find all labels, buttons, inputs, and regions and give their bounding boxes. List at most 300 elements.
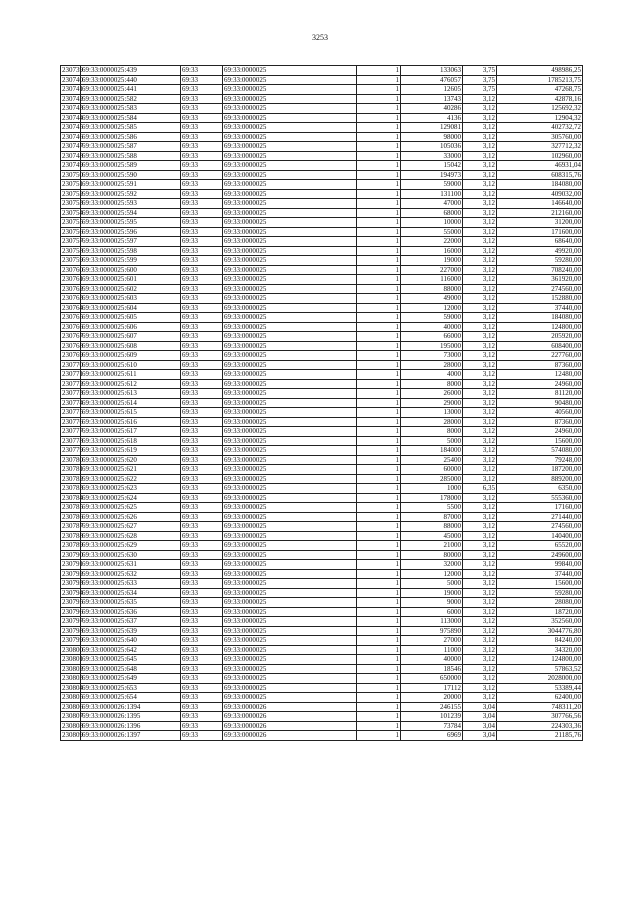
count-cell: 1 bbox=[357, 731, 401, 741]
count-cell: 1 bbox=[357, 208, 401, 218]
table-row bbox=[61, 189, 583, 199]
table-row bbox=[61, 465, 583, 475]
region-code-cell: 69:33 bbox=[181, 512, 223, 522]
area-cell: 476057 bbox=[401, 75, 463, 85]
region-code-cell: 69:33 bbox=[181, 104, 223, 114]
area-cell: 25400 bbox=[401, 455, 463, 465]
region-code-cell: 69:33 bbox=[181, 303, 223, 313]
region-code-cell: 69:33 bbox=[181, 161, 223, 171]
row-number-cell: 230759 bbox=[62, 256, 83, 265]
cadastral-number-cell: 69:33:0000025:593 bbox=[81, 199, 181, 209]
count-cell: 1 bbox=[357, 303, 401, 313]
value-cell: 274560,00 bbox=[497, 284, 583, 294]
cadastral-number-cell: 69:33:0000025:582 bbox=[81, 94, 181, 104]
cadastral-number-cell: 69:33:0000025:584 bbox=[81, 113, 181, 123]
row-number-cell: 230751 bbox=[62, 180, 83, 189]
count-cell: 1 bbox=[357, 132, 401, 142]
count-cell: 1 bbox=[357, 104, 401, 114]
area-cell: 22000 bbox=[401, 237, 463, 247]
area-cell: 9000 bbox=[401, 598, 463, 608]
cadastral-number-cell: 69:33:0000025:649 bbox=[81, 674, 181, 684]
region-code-cell: 69:33 bbox=[181, 265, 223, 275]
rate-cell: 3,12 bbox=[463, 655, 497, 665]
row-number-cell: 230784 bbox=[62, 493, 83, 502]
row-number-cell: 230743 bbox=[62, 104, 83, 113]
cadastral-number-cell: 69:33:0000025:628 bbox=[81, 531, 181, 541]
area-cell: 68000 bbox=[401, 208, 463, 218]
region-code-cell: 69:33 bbox=[181, 294, 223, 304]
cadastral-quarter-cell: 69:33:0000025 bbox=[223, 104, 357, 114]
rate-cell: 3,12 bbox=[463, 607, 497, 617]
count-cell: 1 bbox=[357, 579, 401, 589]
cadastral-number-cell: 69:33:0000026:1397 bbox=[81, 731, 181, 741]
area-cell: 8000 bbox=[401, 379, 463, 389]
area-cell: 16000 bbox=[401, 246, 463, 256]
count-cell: 1 bbox=[357, 693, 401, 703]
count-cell: 1 bbox=[357, 645, 401, 655]
value-cell: 62400,00 bbox=[497, 693, 583, 703]
rate-cell: 3,12 bbox=[463, 341, 497, 351]
value-cell: 125692,32 bbox=[497, 104, 583, 114]
region-code-cell: 69:33 bbox=[181, 436, 223, 446]
count-cell: 1 bbox=[357, 455, 401, 465]
cadastral-number-cell: 69:33:0000025:622 bbox=[81, 474, 181, 484]
cadastral-number-cell: 69:33:0000025:616 bbox=[81, 417, 181, 427]
row-number-cell: 230808 bbox=[62, 721, 83, 730]
count-cell: 1 bbox=[357, 465, 401, 475]
region-code-cell: 69:33 bbox=[181, 370, 223, 380]
area-cell: 66000 bbox=[401, 332, 463, 342]
table-row bbox=[61, 322, 583, 332]
table-row bbox=[61, 284, 583, 294]
cadastral-quarter-cell: 69:33:0000026 bbox=[223, 721, 357, 731]
area-cell: 73000 bbox=[401, 351, 463, 361]
region-code-cell: 69:33 bbox=[181, 66, 223, 76]
region-code-cell: 69:33 bbox=[181, 256, 223, 266]
cadastral-quarter-cell: 69:33:0000025 bbox=[223, 683, 357, 693]
cadastral-quarter-cell: 69:33:0000025 bbox=[223, 607, 357, 617]
region-code-cell: 69:33 bbox=[181, 94, 223, 104]
cadastral-number-cell: 69:33:0000025:596 bbox=[81, 227, 181, 237]
rate-cell: 3,12 bbox=[463, 180, 497, 190]
value-cell: 65520,00 bbox=[497, 541, 583, 551]
row-number-cell: 230744 bbox=[62, 113, 83, 122]
table-row bbox=[61, 712, 583, 722]
value-cell: 140400,00 bbox=[497, 531, 583, 541]
table-row bbox=[61, 664, 583, 674]
area-cell: 13000 bbox=[401, 408, 463, 418]
count-cell: 1 bbox=[357, 370, 401, 380]
row-number-cell: 230739 bbox=[62, 66, 83, 75]
value-cell: 249600,00 bbox=[497, 550, 583, 560]
value-cell: 224303,36 bbox=[497, 721, 583, 731]
region-code-cell: 69:33 bbox=[181, 180, 223, 190]
value-cell: 59280,00 bbox=[497, 256, 583, 266]
count-cell: 1 bbox=[357, 436, 401, 446]
row-number-cell: 230802 bbox=[62, 664, 83, 673]
region-code-cell: 69:33 bbox=[181, 531, 223, 541]
rate-cell: 3,12 bbox=[463, 569, 497, 579]
count-cell: 1 bbox=[357, 161, 401, 171]
row-number-cell: 230749 bbox=[62, 161, 83, 170]
cadastral-number-cell: 69:33:0000025:654 bbox=[81, 693, 181, 703]
cadastral-quarter-cell: 69:33:0000025 bbox=[223, 588, 357, 598]
area-cell: 650000 bbox=[401, 674, 463, 684]
value-cell: 574080,00 bbox=[497, 446, 583, 456]
region-code-cell: 69:33 bbox=[181, 598, 223, 608]
rate-cell: 3,12 bbox=[463, 417, 497, 427]
cadastral-quarter-cell: 69:33:0000025 bbox=[223, 541, 357, 551]
cadastral-quarter-cell: 69:33:0000025 bbox=[223, 550, 357, 560]
cadastral-quarter-cell: 69:33:0000025 bbox=[223, 617, 357, 627]
count-cell: 1 bbox=[357, 170, 401, 180]
cadastral-quarter-cell: 69:33:0000025 bbox=[223, 85, 357, 95]
region-code-cell: 69:33 bbox=[181, 465, 223, 475]
cadastral-number-cell: 69:33:0000025:591 bbox=[81, 180, 181, 190]
row-number-cell: 230789 bbox=[62, 541, 83, 550]
value-cell: 171600,00 bbox=[497, 227, 583, 237]
cadastral-number-cell: 69:33:0000025:615 bbox=[81, 408, 181, 418]
count-cell: 1 bbox=[357, 484, 401, 494]
row-number-cell: 230746 bbox=[62, 132, 83, 141]
cadastral-quarter-cell: 69:33:0000025 bbox=[223, 664, 357, 674]
value-cell: 274560,00 bbox=[497, 522, 583, 532]
cadastral-number-cell: 69:33:0000025:603 bbox=[81, 294, 181, 304]
area-cell: 8000 bbox=[401, 427, 463, 437]
cadastral-number-cell: 69:33:0000025:595 bbox=[81, 218, 181, 228]
cadastral-number-cell: 69:33:0000025:440 bbox=[81, 75, 181, 85]
region-code-cell: 69:33 bbox=[181, 607, 223, 617]
rate-cell: 3,12 bbox=[463, 579, 497, 589]
area-cell: 59000 bbox=[401, 313, 463, 323]
table-row bbox=[61, 104, 583, 114]
rate-cell: 3,12 bbox=[463, 436, 497, 446]
area-cell: 6969 bbox=[401, 731, 463, 741]
value-cell: 24960,00 bbox=[497, 427, 583, 437]
cadastral-quarter-cell: 69:33:0000025 bbox=[223, 503, 357, 513]
count-cell: 1 bbox=[357, 702, 401, 712]
cadastral-quarter-cell: 69:33:0000026 bbox=[223, 712, 357, 722]
row-number-cell: 230790 bbox=[62, 550, 83, 559]
region-code-cell: 69:33 bbox=[181, 313, 223, 323]
cadastral-number-cell: 69:33:0000025:630 bbox=[81, 550, 181, 560]
area-cell: 101239 bbox=[401, 712, 463, 722]
value-cell: 187200,00 bbox=[497, 465, 583, 475]
cadastral-number-cell: 69:33:0000025:439 bbox=[81, 66, 181, 76]
cadastral-number-cell: 69:33:0000025:611 bbox=[81, 370, 181, 380]
value-cell: 6350,00 bbox=[497, 484, 583, 494]
row-number-cell: 230762 bbox=[62, 284, 83, 293]
table-row bbox=[61, 446, 583, 456]
region-code-cell: 69:33 bbox=[181, 617, 223, 627]
table-row bbox=[61, 275, 583, 285]
count-cell: 1 bbox=[357, 151, 401, 161]
row-number-cell: 230757 bbox=[62, 237, 83, 246]
row-number-cell: 230795 bbox=[62, 598, 83, 607]
region-code-cell: 69:33 bbox=[181, 170, 223, 180]
cadastral-quarter-cell: 69:33:0000025 bbox=[223, 113, 357, 123]
cadastral-quarter-cell: 69:33:0000025 bbox=[223, 284, 357, 294]
region-code-cell: 69:33 bbox=[181, 417, 223, 427]
area-cell: 20000 bbox=[401, 693, 463, 703]
count-cell: 1 bbox=[357, 474, 401, 484]
count-cell: 1 bbox=[357, 189, 401, 199]
table-row bbox=[61, 493, 583, 503]
count-cell: 1 bbox=[357, 512, 401, 522]
count-cell: 1 bbox=[357, 218, 401, 228]
cadastral-quarter-cell: 69:33:0000025 bbox=[223, 132, 357, 142]
row-number-cell: 230754 bbox=[62, 208, 83, 217]
row-number-cell: 230782 bbox=[62, 474, 83, 483]
row-number-cell: 230785 bbox=[62, 503, 83, 512]
rate-cell: 3,12 bbox=[463, 512, 497, 522]
cadastral-number-cell: 69:33:0000025:608 bbox=[81, 341, 181, 351]
count-cell: 1 bbox=[357, 246, 401, 256]
region-code-cell: 69:33 bbox=[181, 493, 223, 503]
table-row bbox=[61, 607, 583, 617]
rate-cell: 3,12 bbox=[463, 142, 497, 152]
cadastral-quarter-cell: 69:33:0000025 bbox=[223, 655, 357, 665]
area-cell: 5000 bbox=[401, 436, 463, 446]
rate-cell: 3,12 bbox=[463, 370, 497, 380]
cadastral-quarter-cell: 69:33:0000025 bbox=[223, 208, 357, 218]
value-cell: 99840,00 bbox=[497, 560, 583, 570]
cadastral-quarter-cell: 69:33:0000025 bbox=[223, 94, 357, 104]
rate-cell: 3,12 bbox=[463, 322, 497, 332]
area-cell: 55000 bbox=[401, 227, 463, 237]
rate-cell: 3,12 bbox=[463, 398, 497, 408]
rate-cell: 3,12 bbox=[463, 446, 497, 456]
table-row bbox=[61, 531, 583, 541]
cadastral-quarter-cell: 69:33:0000025 bbox=[223, 294, 357, 304]
region-code-cell: 69:33 bbox=[181, 474, 223, 484]
area-cell: 246155 bbox=[401, 702, 463, 712]
region-code-cell: 69:33 bbox=[181, 579, 223, 589]
rate-cell: 3,12 bbox=[463, 474, 497, 484]
count-cell: 1 bbox=[357, 636, 401, 646]
cadastral-number-cell: 69:33:0000025:637 bbox=[81, 617, 181, 627]
cadastral-quarter-cell: 69:33:0000025 bbox=[223, 560, 357, 570]
count-cell: 1 bbox=[357, 655, 401, 665]
cadastral-quarter-cell: 69:33:0000025 bbox=[223, 265, 357, 275]
row-number-cell: 230773 bbox=[62, 389, 83, 398]
value-cell: 81120,00 bbox=[497, 389, 583, 399]
rate-cell: 3,04 bbox=[463, 721, 497, 731]
row-number-cell: 230760 bbox=[62, 265, 83, 274]
area-cell: 12000 bbox=[401, 569, 463, 579]
cadastral-number-cell: 69:33:0000025:588 bbox=[81, 151, 181, 161]
row-number-cell: 230807 bbox=[62, 712, 83, 721]
table-row bbox=[61, 484, 583, 494]
area-cell: 73784 bbox=[401, 721, 463, 731]
region-code-cell: 69:33 bbox=[181, 123, 223, 133]
region-code-cell: 69:33 bbox=[181, 208, 223, 218]
area-cell: 49000 bbox=[401, 294, 463, 304]
cadastral-number-cell: 69:33:0000025:610 bbox=[81, 360, 181, 370]
row-number-cell: 230742 bbox=[62, 94, 83, 103]
rate-cell: 3,12 bbox=[463, 227, 497, 237]
cadastral-quarter-cell: 69:33:0000025 bbox=[223, 398, 357, 408]
value-cell: 79248,00 bbox=[497, 455, 583, 465]
rate-cell: 3,12 bbox=[463, 541, 497, 551]
rate-cell: 3,12 bbox=[463, 265, 497, 275]
region-code-cell: 69:33 bbox=[181, 569, 223, 579]
cadastral-quarter-cell: 69:33:0000025 bbox=[223, 370, 357, 380]
region-code-cell: 69:33 bbox=[181, 360, 223, 370]
row-number-cell: 230768 bbox=[62, 341, 83, 350]
rate-cell: 3,04 bbox=[463, 731, 497, 741]
cadastral-quarter-cell: 69:33:0000025 bbox=[223, 199, 357, 209]
area-cell: 113000 bbox=[401, 617, 463, 627]
rate-cell: 3,12 bbox=[463, 455, 497, 465]
count-cell: 1 bbox=[357, 256, 401, 266]
cadastral-quarter-cell: 69:33:0000025 bbox=[223, 598, 357, 608]
row-number-cell: 230801 bbox=[62, 655, 83, 664]
value-cell: 46931,04 bbox=[497, 161, 583, 171]
area-cell: 87000 bbox=[401, 512, 463, 522]
value-cell: 37440,00 bbox=[497, 569, 583, 579]
row-number-cell: 230788 bbox=[62, 531, 83, 540]
cadastral-quarter-cell: 69:33:0000025 bbox=[223, 237, 357, 247]
table-row bbox=[61, 161, 583, 171]
row-number-cell: 230796 bbox=[62, 607, 83, 616]
value-cell: 90480,00 bbox=[497, 398, 583, 408]
table-row bbox=[61, 636, 583, 646]
area-cell: 4136 bbox=[401, 113, 463, 123]
rate-cell: 3,04 bbox=[463, 702, 497, 712]
cadastral-quarter-cell: 69:33:0000025 bbox=[223, 436, 357, 446]
cadastral-number-cell: 69:33:0000025:585 bbox=[81, 123, 181, 133]
rate-cell: 3,12 bbox=[463, 303, 497, 313]
cadastral-quarter-cell: 69:33:0000025 bbox=[223, 645, 357, 655]
area-cell: 975890 bbox=[401, 626, 463, 636]
table-row bbox=[61, 427, 583, 437]
value-cell: 361920,00 bbox=[497, 275, 583, 285]
count-cell: 1 bbox=[357, 332, 401, 342]
count-cell: 1 bbox=[357, 142, 401, 152]
cadastral-number-cell: 69:33:0000025:600 bbox=[81, 265, 181, 275]
row-number-cell: 230803 bbox=[62, 674, 83, 683]
table-row bbox=[61, 66, 583, 76]
area-cell: 227000 bbox=[401, 265, 463, 275]
region-code-cell: 69:33 bbox=[181, 550, 223, 560]
area-cell: 178000 bbox=[401, 493, 463, 503]
rate-cell: 3,12 bbox=[463, 588, 497, 598]
region-code-cell: 69:33 bbox=[181, 503, 223, 513]
cadastral-number-cell: 69:33:0000025:613 bbox=[81, 389, 181, 399]
table-row bbox=[61, 702, 583, 712]
rate-cell: 3,12 bbox=[463, 294, 497, 304]
count-cell: 1 bbox=[357, 607, 401, 617]
region-code-cell: 69:33 bbox=[181, 664, 223, 674]
rate-cell: 3,12 bbox=[463, 218, 497, 228]
cadastral-number-cell: 69:33:0000025:605 bbox=[81, 313, 181, 323]
area-cell: 28000 bbox=[401, 360, 463, 370]
row-number-cell: 230745 bbox=[62, 123, 83, 132]
region-code-cell: 69:33 bbox=[181, 560, 223, 570]
table-row bbox=[61, 541, 583, 551]
cadastral-quarter-cell: 69:33:0000025 bbox=[223, 189, 357, 199]
region-code-cell: 69:33 bbox=[181, 322, 223, 332]
rate-cell: 3,12 bbox=[463, 389, 497, 399]
count-cell: 1 bbox=[357, 588, 401, 598]
cadastral-number-cell: 69:33:0000025:629 bbox=[81, 541, 181, 551]
count-cell: 1 bbox=[357, 265, 401, 275]
area-cell: 88000 bbox=[401, 522, 463, 532]
rate-cell: 3,12 bbox=[463, 493, 497, 503]
count-cell: 1 bbox=[357, 664, 401, 674]
rate-cell: 3,12 bbox=[463, 503, 497, 513]
cadastral-quarter-cell: 69:33:0000025 bbox=[223, 455, 357, 465]
row-number-cell: 230797 bbox=[62, 617, 83, 626]
rate-cell: 3,12 bbox=[463, 332, 497, 342]
cadastral-number-cell: 69:33:0000025:636 bbox=[81, 607, 181, 617]
table-row bbox=[61, 455, 583, 465]
cadastral-number-cell: 69:33:0000026:1396 bbox=[81, 721, 181, 731]
row-number-cell: 230770 bbox=[62, 360, 83, 369]
cadastral-number-cell: 69:33:0000025:632 bbox=[81, 569, 181, 579]
table-row bbox=[61, 294, 583, 304]
value-cell: 184080,00 bbox=[497, 313, 583, 323]
cadastral-quarter-cell: 69:33:0000025 bbox=[223, 465, 357, 475]
rate-cell: 3,12 bbox=[463, 132, 497, 142]
count-cell: 1 bbox=[357, 294, 401, 304]
region-code-cell: 69:33 bbox=[181, 541, 223, 551]
value-cell: 24960,00 bbox=[497, 379, 583, 389]
region-code-cell: 69:33 bbox=[181, 731, 223, 741]
rate-cell: 3,12 bbox=[463, 256, 497, 266]
area-cell: 6000 bbox=[401, 607, 463, 617]
table-row bbox=[61, 199, 583, 209]
area-cell: 80000 bbox=[401, 550, 463, 560]
rate-cell: 3,12 bbox=[463, 104, 497, 114]
region-code-cell: 69:33 bbox=[181, 246, 223, 256]
cadastral-number-cell: 69:33:0000025:624 bbox=[81, 493, 181, 503]
cadastral-number-cell: 69:33:0000025:620 bbox=[81, 455, 181, 465]
table-row bbox=[61, 341, 583, 351]
region-code-cell: 69:33 bbox=[181, 284, 223, 294]
table-row bbox=[61, 588, 583, 598]
count-cell: 1 bbox=[357, 674, 401, 684]
rate-cell: 3,75 bbox=[463, 85, 497, 95]
area-cell: 40000 bbox=[401, 322, 463, 332]
cadastral-number-cell: 69:33:0000025:602 bbox=[81, 284, 181, 294]
row-number-cell: 230761 bbox=[62, 275, 83, 284]
cadastral-number-cell: 69:33:0000025:645 bbox=[81, 655, 181, 665]
area-cell: 184000 bbox=[401, 446, 463, 456]
area-cell: 4000 bbox=[401, 370, 463, 380]
table-row bbox=[61, 142, 583, 152]
rate-cell: 3,12 bbox=[463, 360, 497, 370]
area-cell: 195000 bbox=[401, 341, 463, 351]
rate-cell: 3,12 bbox=[463, 598, 497, 608]
value-cell: 708240,00 bbox=[497, 265, 583, 275]
region-code-cell: 69:33 bbox=[181, 446, 223, 456]
rate-cell: 3,12 bbox=[463, 284, 497, 294]
table-row bbox=[61, 550, 583, 560]
region-code-cell: 69:33 bbox=[181, 142, 223, 152]
value-cell: 40560,00 bbox=[497, 408, 583, 418]
cadastral-number-cell: 69:33:0000025:612 bbox=[81, 379, 181, 389]
row-number-cell: 230799 bbox=[62, 636, 83, 645]
cadastral-number-cell: 69:33:0000025:590 bbox=[81, 170, 181, 180]
cadastral-number-cell: 69:33:0000025:626 bbox=[81, 512, 181, 522]
cadastral-quarter-cell: 69:33:0000025 bbox=[223, 341, 357, 351]
cadastral-quarter-cell: 69:33:0000025 bbox=[223, 389, 357, 399]
table-row bbox=[61, 560, 583, 570]
rate-cell: 3,12 bbox=[463, 645, 497, 655]
count-cell: 1 bbox=[357, 598, 401, 608]
